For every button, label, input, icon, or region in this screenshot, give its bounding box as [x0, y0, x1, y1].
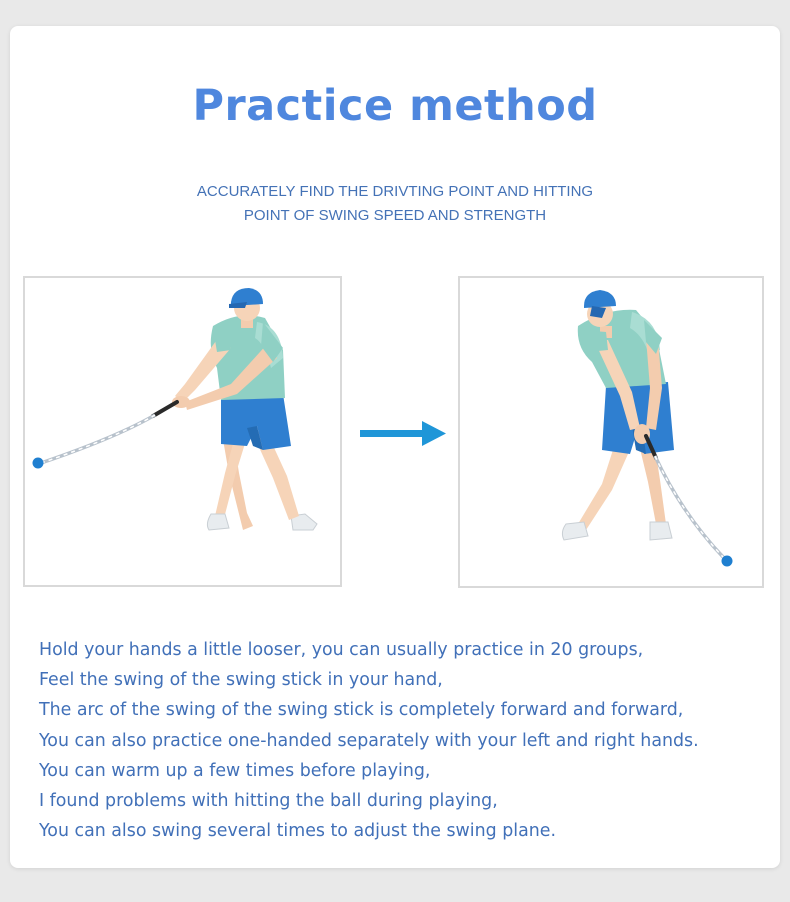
subtitle-line: ACCURATELY FIND THE DRIVTING POINT AND HITTING [196, 183, 594, 200]
instruction-line: Hold your hands a little looser, you can usually practice in 20 groups, [39, 640, 644, 660]
arrow-right-icon [360, 420, 450, 448]
instruction-line: You can also practice one-handed separately with your left and right hands. [39, 730, 699, 751]
page-title: Practice method [192, 81, 598, 131]
instruction-line: The arc of the swing of the swing stick is completely forward and forward, [39, 700, 684, 721]
subtitle-line: POINT OF SWING SPEED AND STRENGTH [243, 207, 547, 224]
instruction-line: I found problems with hitting the ball during playing, [39, 791, 498, 812]
golfer-backswing-illustration [25, 278, 340, 585]
illustration-panel-right [458, 276, 764, 588]
golfer-follow-through-illustration [460, 278, 762, 586]
illustration-panel-left [23, 276, 342, 587]
instruction-line: Feel the swing of the swing stick in your hand, [39, 670, 443, 691]
instructions-text [39, 635, 769, 846]
instruction-line: You can warm up a few times before playing, [39, 760, 431, 781]
instruction-line: You can also swing several times to adjust the swing plane. [39, 821, 556, 842]
subtitle [0, 180, 790, 228]
